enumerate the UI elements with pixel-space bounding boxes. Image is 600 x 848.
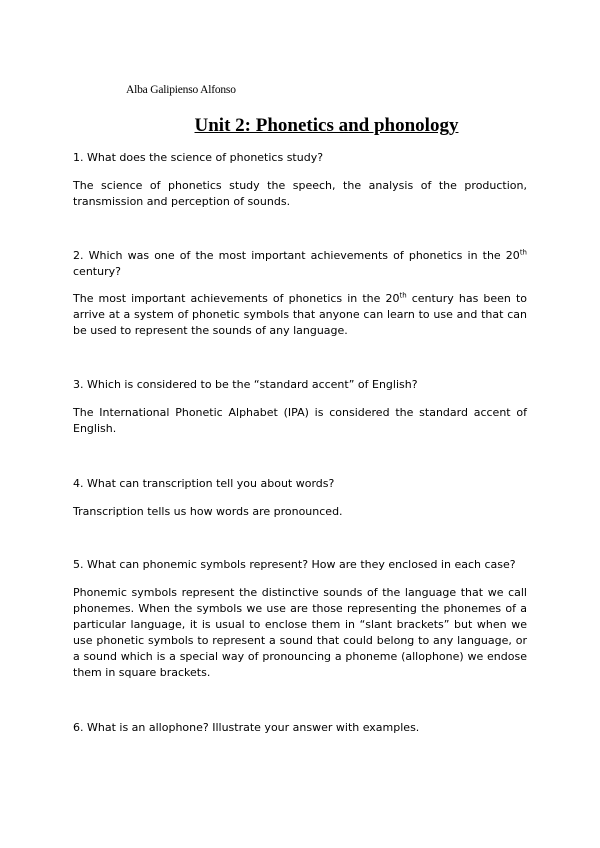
question-2: [73, 248, 527, 280]
question-5: 5. What can phonemic symbols represent? How are they enclosed in each case?: [73, 558, 516, 571]
answer-2-text: The most important achievements of phonetics in the 20: [73, 292, 400, 305]
page-title: Unit 2: Phonetics and phonology: [194, 115, 459, 136]
answer-2-text-end: century has been to arrive at a system of phonetic symbols that anyone can learn to use and that can be used to represent the sounds of any language.: [73, 292, 527, 337]
question-3: 3. Which is considered to be the “standard accent” of English?: [73, 378, 418, 391]
question-2-text-end: century?: [73, 265, 121, 278]
author-name: Alba Galipienso Alfonso: [126, 84, 236, 96]
answer-1: The science of phonetics study the speech, the analysis of the production, transmission and perception of sounds.: [73, 179, 527, 208]
answer-4: Transcription tells us how words are pronounced.: [73, 505, 343, 518]
question-6: 6. What is an allophone? Illustrate your answer with examples.: [73, 721, 420, 734]
question-2-superscript: th: [519, 248, 527, 257]
answer-2-superscript: th: [399, 291, 407, 300]
answer-2: [73, 291, 527, 339]
question-4: 4. What can transcription tell you about words?: [73, 477, 335, 490]
question-2-text: 2. Which was one of the most important achievements of phonetics in the 20: [73, 249, 520, 262]
answer-3: The International Phonetic Alphabet (IPA) is considered the standard accent of English.: [73, 406, 527, 435]
question-1: 1. What does the science of phonetics study?: [73, 151, 324, 164]
answer-5: Phonemic symbols represent the distinctive sounds of the language that we call phonemes. When the symbols we use are those representing the phonemes of a particular language, it is usual to enclose them in “slant brackets” but when we use phonetic symbols to represent a sound that could belong to any language, or a sound which is a special way of pronouncing a phoneme (allophone) we endose them in square brackets.: [73, 586, 527, 679]
